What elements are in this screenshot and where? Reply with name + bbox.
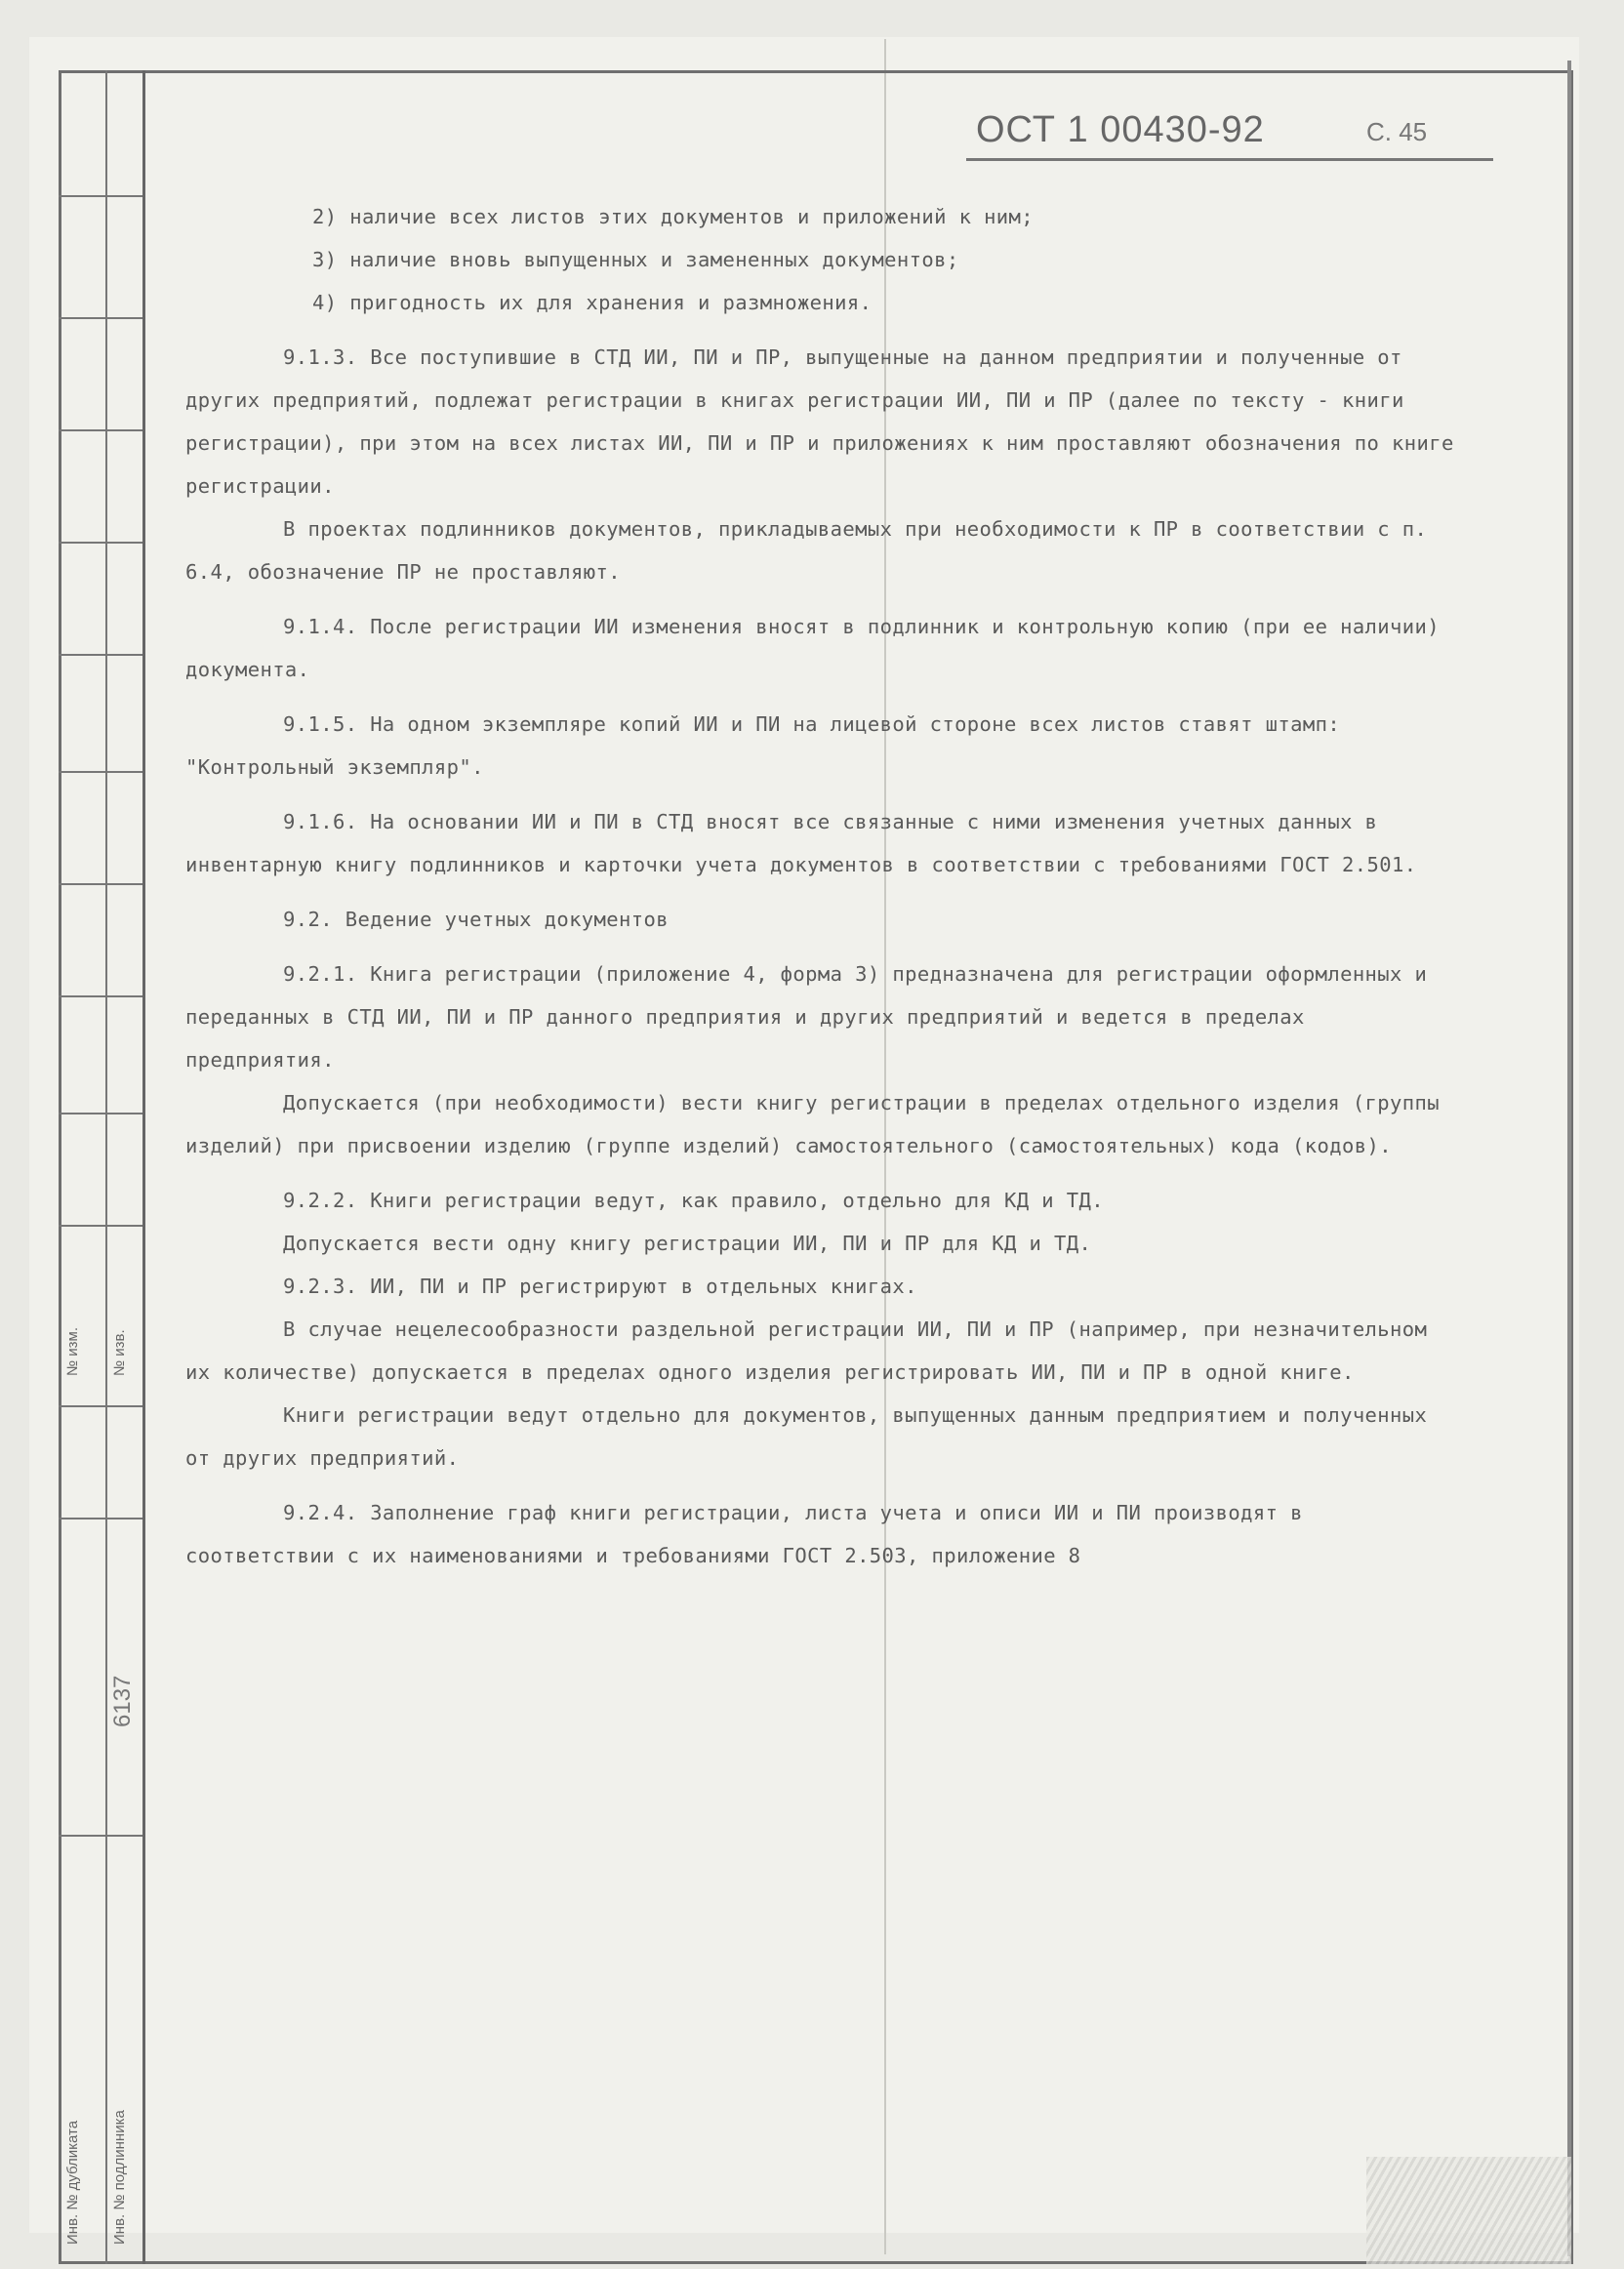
paragraph-9-2-2: 9.2.2. Книги регистрации ведут, как правило, отдельно для КД и ТД. [283,1189,1104,1212]
paragraph-9-1-4: 9.1.4. После регистрации ИИ изменения вносят в подлинник и контрольную копию (при ее наличии) документа. [185,615,1441,681]
paragraph-9-2-2-b: Допускается вести одну книгу регистрации ИИ, ПИ и ПР для КД и ТД. [283,1232,1092,1255]
stamp-cell-divider [59,995,142,997]
stamp-cell-divider [59,1225,142,1227]
stamp-cell-divider [59,771,142,773]
paragraph-9-2-3: 9.2.3. ИИ, ПИ и ПР регистрируют в отдельных книгах. [283,1275,917,1298]
list-item: 4) пригодность их для хранения и размножения. [312,291,873,314]
paragraph-9-1-3: 9.1.3. Все поступившие в СТД ИИ, ПИ и ПР, выпущенные на данном предприятии и полученные от других предприятий, подлежат регистрации в книгах регистрации ИИ, ПИ и ПР (далее по тексту - книги регистрации), при этом на всех листах ИИ, ПИ и ПР и приложениях к ним проставляют обозначения по книге регистрации. [185,345,1454,498]
header-underline [966,158,1493,161]
izm-label: № изм. [64,1327,81,1376]
stamp-cell-divider [59,317,142,319]
document-code: ОСТ 1 00430-92 [976,109,1265,150]
paragraph-9-1-5: 9.1.5. На одном экземпляре копий ИИ и ПИ на лицевой стороне всех листов ставят штамп: "Контрольный экземпляр". [185,712,1341,779]
paragraph-9-1-3-b: В проектах подлинников документов, прикладываемых при необходимости к ПР в соответствии с п. 6.4, обозначение ПР не проставляют. [185,517,1428,584]
stamp-cell-divider [59,1518,142,1519]
inv-original-label: Инв. № подлинника [111,2110,128,2245]
frame-right-edge [1567,61,1571,2256]
stamp-cell-divider [59,195,142,197]
stamp-cell-divider [59,542,142,544]
side-stamp-outer-column [59,70,107,2264]
paragraph-9-2-3-c: Книги регистрации ведут отдельно для документов, выпущенных данным предприятием и полученных от других предприятий. [185,1403,1428,1470]
list-item: 3) наличие вновь выпущенных и замененных документов; [312,248,959,271]
document-body [185,195,1454,1577]
stamp-cell-divider [59,429,142,431]
stamp-cell-divider [59,883,142,885]
paragraph-9-2-4: 9.2.4. Заполнение граф книги регистрации, листа учета и описи ИИ и ПИ производят в соответствии с их наименованиями и требованиями ГОСТ 2.503, приложение 8 [185,1501,1303,1567]
inv-duplicate-label: Инв. № дубликата [64,2120,81,2245]
side-stamp-inner-column [105,70,145,2264]
stamp-cell-divider [59,654,142,656]
section-heading-9-2: 9.2. Ведение учетных документов [283,908,670,931]
stamp-cell-divider [59,1835,142,1837]
torn-corner [1366,2157,1571,2264]
paragraph-9-2-1: 9.2.1. Книга регистрации (приложение 4, форма 3) предназначена для регистрации оформленных и переданных в СТД ИИ, ПИ и ПР данного предприятия и других предприятий и ведется в пределах предприятия. [185,962,1428,1072]
izm-label-2: № изв. [111,1329,128,1376]
inv-number: 6137 [109,1675,136,1727]
list-item: 2) наличие всех листов этих документов и приложений к ним; [312,205,1035,228]
paragraph-9-2-1-b: Допускается (при необходимости) вести книгу регистрации в пределах отдельного изделия (группы изделий) при присвоении изделию (группе изделий) самостоятельного (самостоятельных) кода (кодов). [185,1091,1441,1157]
paragraph-9-2-3-b: В случае нецелесообразности раздельной регистрации ИИ, ПИ и ПР (например, при незначительном их количестве) допускается в пределах одного изделия регистрировать ИИ, ПИ и ПР в одной книге. [185,1317,1428,1384]
stamp-cell-divider [59,1405,142,1407]
paragraph-9-1-6: 9.1.6. На основании ИИ и ПИ в СТД вносят все связанные с ними изменения учетных данных в инвентарную книгу подлинников и карточки учета документов в соответствии с требованиями ГОСТ 2.501. [185,810,1417,876]
stamp-cell-divider [59,1113,142,1114]
page-number: С. 45 [1366,117,1428,146]
